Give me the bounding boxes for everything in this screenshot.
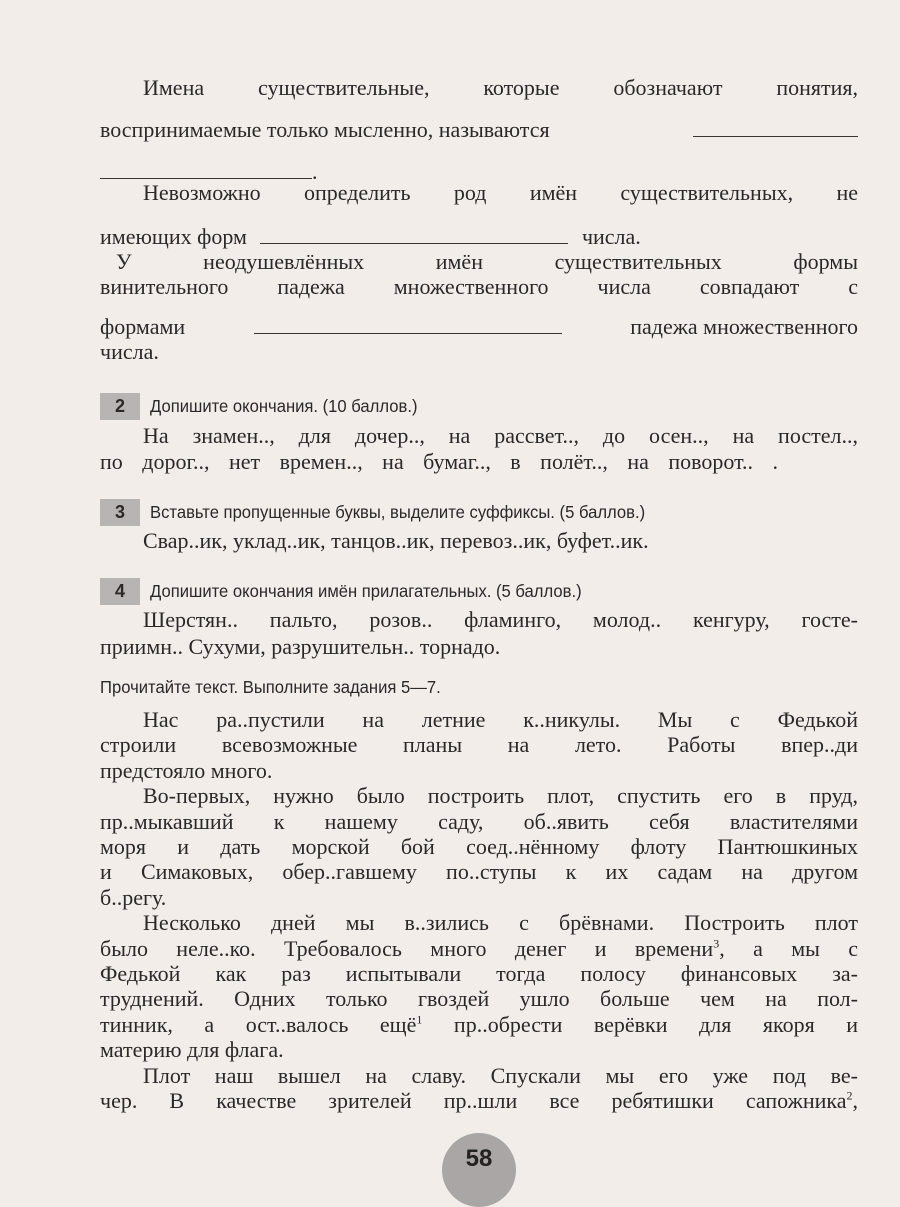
task-instruction: Допишите окончания. (10 баллов.) (150, 396, 418, 416)
intro-line (100, 224, 641, 250)
task-instruction: Допишите окончания имён прилагательных. (5 баллов.) (150, 581, 582, 601)
answer-blank[interactable] (260, 225, 568, 244)
passage-line: пр..мыкавший к нашему саду, об..явить себя властителями (100, 808, 858, 834)
intro-line: У неодушевлённых имён существительных формы (116, 249, 858, 274)
intro-text: формами (100, 314, 186, 339)
passage-line: моря и дать морской бой соед..нённому флоту Пантюшкиных (100, 834, 858, 859)
task-line: Шерстян.. пальто, розов.. фламинго, молод.. кенгуру, госте- (143, 607, 858, 632)
reading-instruction: Прочитайте текст. Выполните задания 5—7. (100, 677, 441, 697)
passage-line: б..регу. (100, 884, 167, 910)
task-number-badge: 2 (100, 393, 140, 420)
intro-line: числа. (100, 339, 159, 364)
task-line: Свар..ик, уклад..ик, танцов..ик, перевоз..ик, буфет..ик. (143, 528, 649, 553)
passage-line: Нас ра..пустили на летние к..никулы. Мы с Федькой (143, 707, 858, 732)
intro-text: числа. (581, 224, 641, 249)
task-line: по дорог.., нет времен.., на бумаг.., в полёт.., на поворот.. . (100, 449, 778, 474)
page-number: 58 (442, 1133, 516, 1207)
intro-line (100, 117, 858, 143)
footnote-marker: 1 (416, 1012, 423, 1027)
task-line: приимн.. Сухуми, разрушительн.. торнадо. (100, 634, 501, 659)
passage-line (100, 936, 858, 962)
passage-text: чер. В качестве зрителей пр..шли все ребятишки сапожника (100, 1088, 847, 1113)
answer-blank[interactable] (100, 160, 312, 179)
passage-line (100, 1088, 858, 1114)
task-instruction: Вставьте пропущенные буквы, выделите суффиксы. (5 баллов.) (150, 502, 646, 522)
passage-text: было неле..ко. Требовалось много денег и времени (100, 935, 714, 961)
passage-text: тинник, а ост..валось ещё (100, 1011, 417, 1037)
answer-blank[interactable] (254, 315, 562, 334)
passage-line: труднений. Одних только гвоздей ушло больше чем на пол- (100, 986, 858, 1012)
task-4-header (100, 578, 604, 605)
passage-line (100, 1012, 858, 1038)
intro-text: воспринимаемые только мысленно, называются (100, 117, 550, 142)
intro-line: Невозможно определить род имён существительных, не (143, 180, 858, 205)
passage-line: Федькой как раз испытывали тогда полосу финансовых за- (100, 961, 858, 986)
footnote-marker: 2 (846, 1088, 853, 1103)
intro-text: падежа множественного (630, 314, 858, 339)
task-number-badge: 4 (100, 578, 140, 605)
passage-text: , а мы с (719, 935, 859, 961)
task-number-badge: 3 (100, 499, 140, 526)
intro-line: винительного падежа множественного числа совпадают с (100, 274, 858, 299)
passage-line: Несколько дней мы в..зились с брёвнами. Построить плот (143, 910, 858, 936)
passage-line: материю для флага. (100, 1037, 284, 1063)
passage-line: строили всевозможные планы на лето. Работы впер..ди (100, 732, 858, 758)
passage-text: пр..обрести верёвки для якоря и (422, 1011, 858, 1037)
task-2-header (100, 393, 432, 420)
intro-line (100, 314, 858, 340)
footnote-marker: 3 (713, 936, 720, 951)
intro-text: . (312, 159, 318, 184)
passage-line: и Симаковых, обер..гавшему по..ступы к их садам на другом (100, 859, 858, 885)
passage-line: предстояло много. (100, 757, 273, 783)
answer-blank[interactable] (693, 118, 858, 137)
passage-text: , (852, 1088, 858, 1113)
passage-line: Во-первых, нужно было построить плот, спустить его в пруд, (143, 783, 858, 809)
task-line: На знамен.., для дочер.., на рассвет.., до осен.., на постел.., (143, 423, 858, 448)
intro-line: Имена существительные, которые обозначают понятия, (143, 75, 858, 100)
intro-text: имеющих форм (100, 224, 247, 249)
task-3-header (100, 499, 671, 526)
passage-line: Плот наш вышел на славу. Спускали мы его уже под ве- (143, 1062, 858, 1088)
